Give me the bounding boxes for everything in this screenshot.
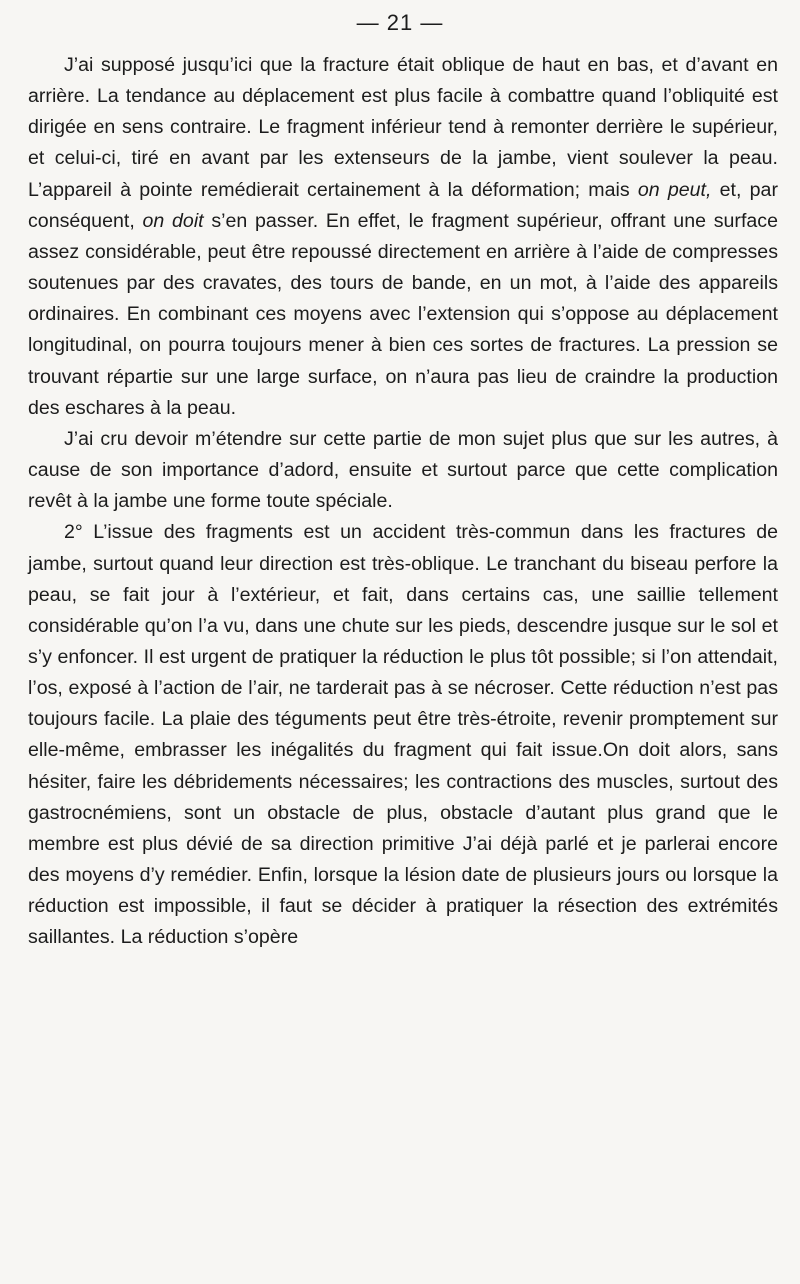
emphasis-on-peut: on peut, <box>637 178 712 201</box>
body-text <box>28 50 778 954</box>
paragraph-1-text-c: s’en passer. En effet, le fragment supérieur, offrant une surface assez considérable, peut être repoussé directement en arrière à l’aide de compresses soutenues par des cravates, des tours de bande, en un mot, à l’aide des appareils ordinaires. En combinant ces moyens avec l’extension qui s’oppose au déplacement longitudinal, on pourra toujours mener à bien ces sortes de fractures. La pression se trouvant répartie sur une large surface, on n’aura pas lieu de craindre la production des eschares à la peau. <box>28 209 778 419</box>
emphasis-on-doit: on doit <box>142 209 204 232</box>
page-number: — 21 — <box>356 10 444 35</box>
paragraph-1-text-b: et, par conséquent, <box>28 178 778 232</box>
paragraph-1-text-a: J’ai supposé jusqu’ici que la fracture était oblique de haut en bas, et d’avant en arrière. La tendance au déplacement est plus facile à combattre quand l’obliquité est dirigée en sens contraire. Le fragment inférieur tend à remonter derrière le supérieur, et celui-ci, tiré en avant par les extenseurs de la jambe, vient soulever la peau. L’appareil à pointe remédierait certainement à la déformation; mais <box>28 54 778 201</box>
paragraph-3: 2° L’issue des fragments est un accident très-commun dans les fractures de jambe, surtout quand leur direction est très-oblique. Le tranchant du biseau perfore la peau, se fait jour à l’extérieur, et fait, dans certains cas, une saillie tellement considérable qu’on l’a vu, dans une chute sur les pieds, descendre jusque sur le sol et s’y enfoncer. Il est urgent de pratiquer la réduction le plus tôt possible; si l’on attendait, l’os, exposé à l’action de l’air, ne tarderait pas à se nécroser. Cette réduction n’est pas toujours facile. La plaie des téguments peut être très-étroite, revenir promptement sur elle-même, embrasser les inégalités du fragment qui fait issue.On doit alors, sans hésiter, faire les débridements nécessaires; les contractions des muscles, surtout des gastrocnémiens, sont un obstacle de plus, obstacle d’autant plus grand que le membre est plus dévié de sa direction primitive J’ai déjà parlé et je parlerai encore des moyens d’y remédier. Enfin, lorsque la lésion date de plusieurs jours ou lorsque la réduction est impossible, il faut se décider à pratiquer la résection des extrémités saillantes. La réduction s’opère <box>28 521 778 949</box>
paragraph-1 <box>28 50 778 424</box>
paragraph-2: J’ai cru devoir m’étendre sur cette partie de mon sujet plus que sur les autres, à cause de son importance d’adord, ensuite et surtout parce que cette complication revêt à la jambe une forme toute spéciale. <box>28 427 778 513</box>
